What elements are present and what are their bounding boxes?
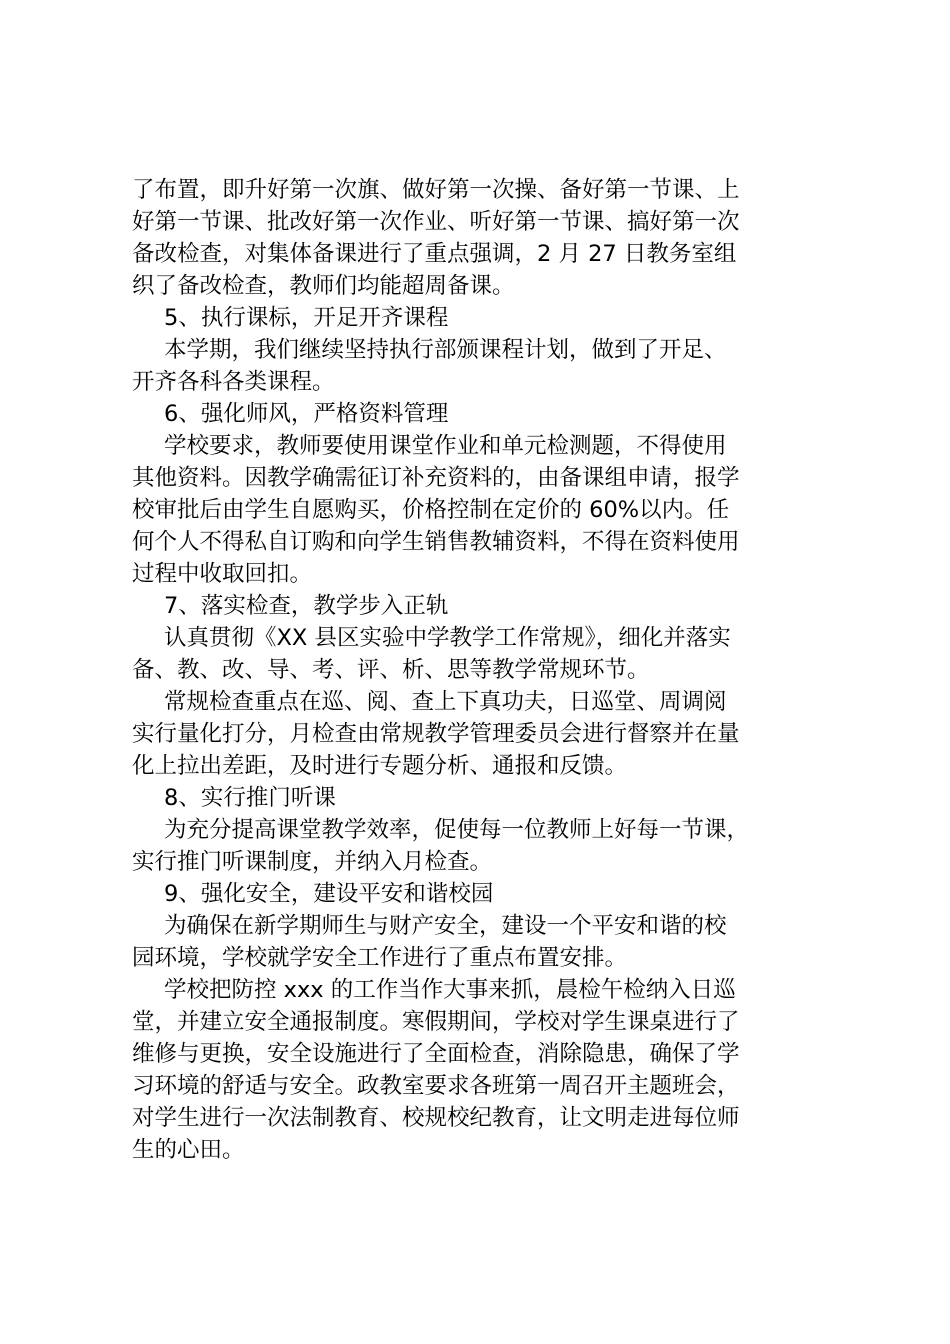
document-line: 备、教、改、导、考、评、析、思等教学常规环节。 [132,657,650,683]
document-line: 习环境的舒适与安全。政教室要求各班第一周召开主题班会， [132,1073,740,1099]
document-line: 园环境，学校就学安全工作进行了重点布置安排。 [132,945,628,971]
document-line: 维修与更换，安全设施进行了全面检查，消除隐患，确保了学 [132,1041,740,1067]
document-line: 5、执行课标，开足开齐课程 [164,305,449,331]
document-line: 织了备改检查，教师们均能超周备课。 [132,273,515,299]
document-line: 备改检查，对集体备课进行了重点强调，2 月 27 日教务室组 [132,241,737,267]
document-line: 生的心田。 [132,1137,245,1163]
document-line: 学校把防控 xxx 的工作当作大事来抓，晨检午检纳入日巡 [164,977,736,1003]
document-line: 对学生进行一次法制教育、校规校纪教育，让文明走进每位师 [132,1105,740,1131]
document-line: 学校要求，教师要使用课堂作业和单元检测题，不得使用 [164,433,727,459]
document-body [132,174,822,1166]
document-line: 化上拉出差距，及时进行专题分析、通报和反馈。 [132,753,628,779]
document-line: 过程中收取回扣。 [132,561,313,587]
document-line: 7、落实检查，教学步入正轨 [164,593,449,619]
document-line: 6、强化师风，严格资料管理 [164,401,449,427]
document-line: 认真贯彻《XX 县区实验中学教学工作常规》，细化并落实 [164,625,731,651]
document-line: 8、实行推门听课 [164,785,336,811]
document-line: 何个人不得私自订购和向学生销售教辅资料，不得在资料使用 [132,529,740,555]
document-line: 了布置，即升好第一次旗、做好第一次操、备好第一节课、上 [132,177,740,203]
document-line: 9、强化安全，建设平安和谐校园 [164,881,494,907]
document-line: 为充分提高课堂教学效率，促使每一位教师上好每一节课， [164,817,750,843]
document-line: 开齐各科各类课程。 [132,369,335,395]
document-line: 实行推门听课制度，并纳入月检查。 [132,849,493,875]
document-line: 校审批后由学生自愿购买，价格控制在定价的 60%以内。任 [132,497,730,523]
document-line: 为确保在新学期师生与财产安全，建设一个平安和谐的校 [164,913,727,939]
document-line: 其他资料。因教学确需征订补充资料的，由备课组申请，报学 [132,465,740,491]
document-line: 堂，并建立安全通报制度。寒假期间，学校对学生课桌进行了 [132,1009,740,1035]
document-line: 本学期，我们继续坚持执行部颁课程计划，做到了开足、 [164,337,727,363]
document-line: 实行量化打分，月检查由常规教学管理委员会进行督察并在量 [132,721,740,747]
document-line: 常规检查重点在巡、阅、查上下真功夫，日巡堂、周调阅 [164,689,727,715]
document-line: 好第一节课、批改好第一次作业、听好第一节课、搞好第一次 [132,209,740,235]
